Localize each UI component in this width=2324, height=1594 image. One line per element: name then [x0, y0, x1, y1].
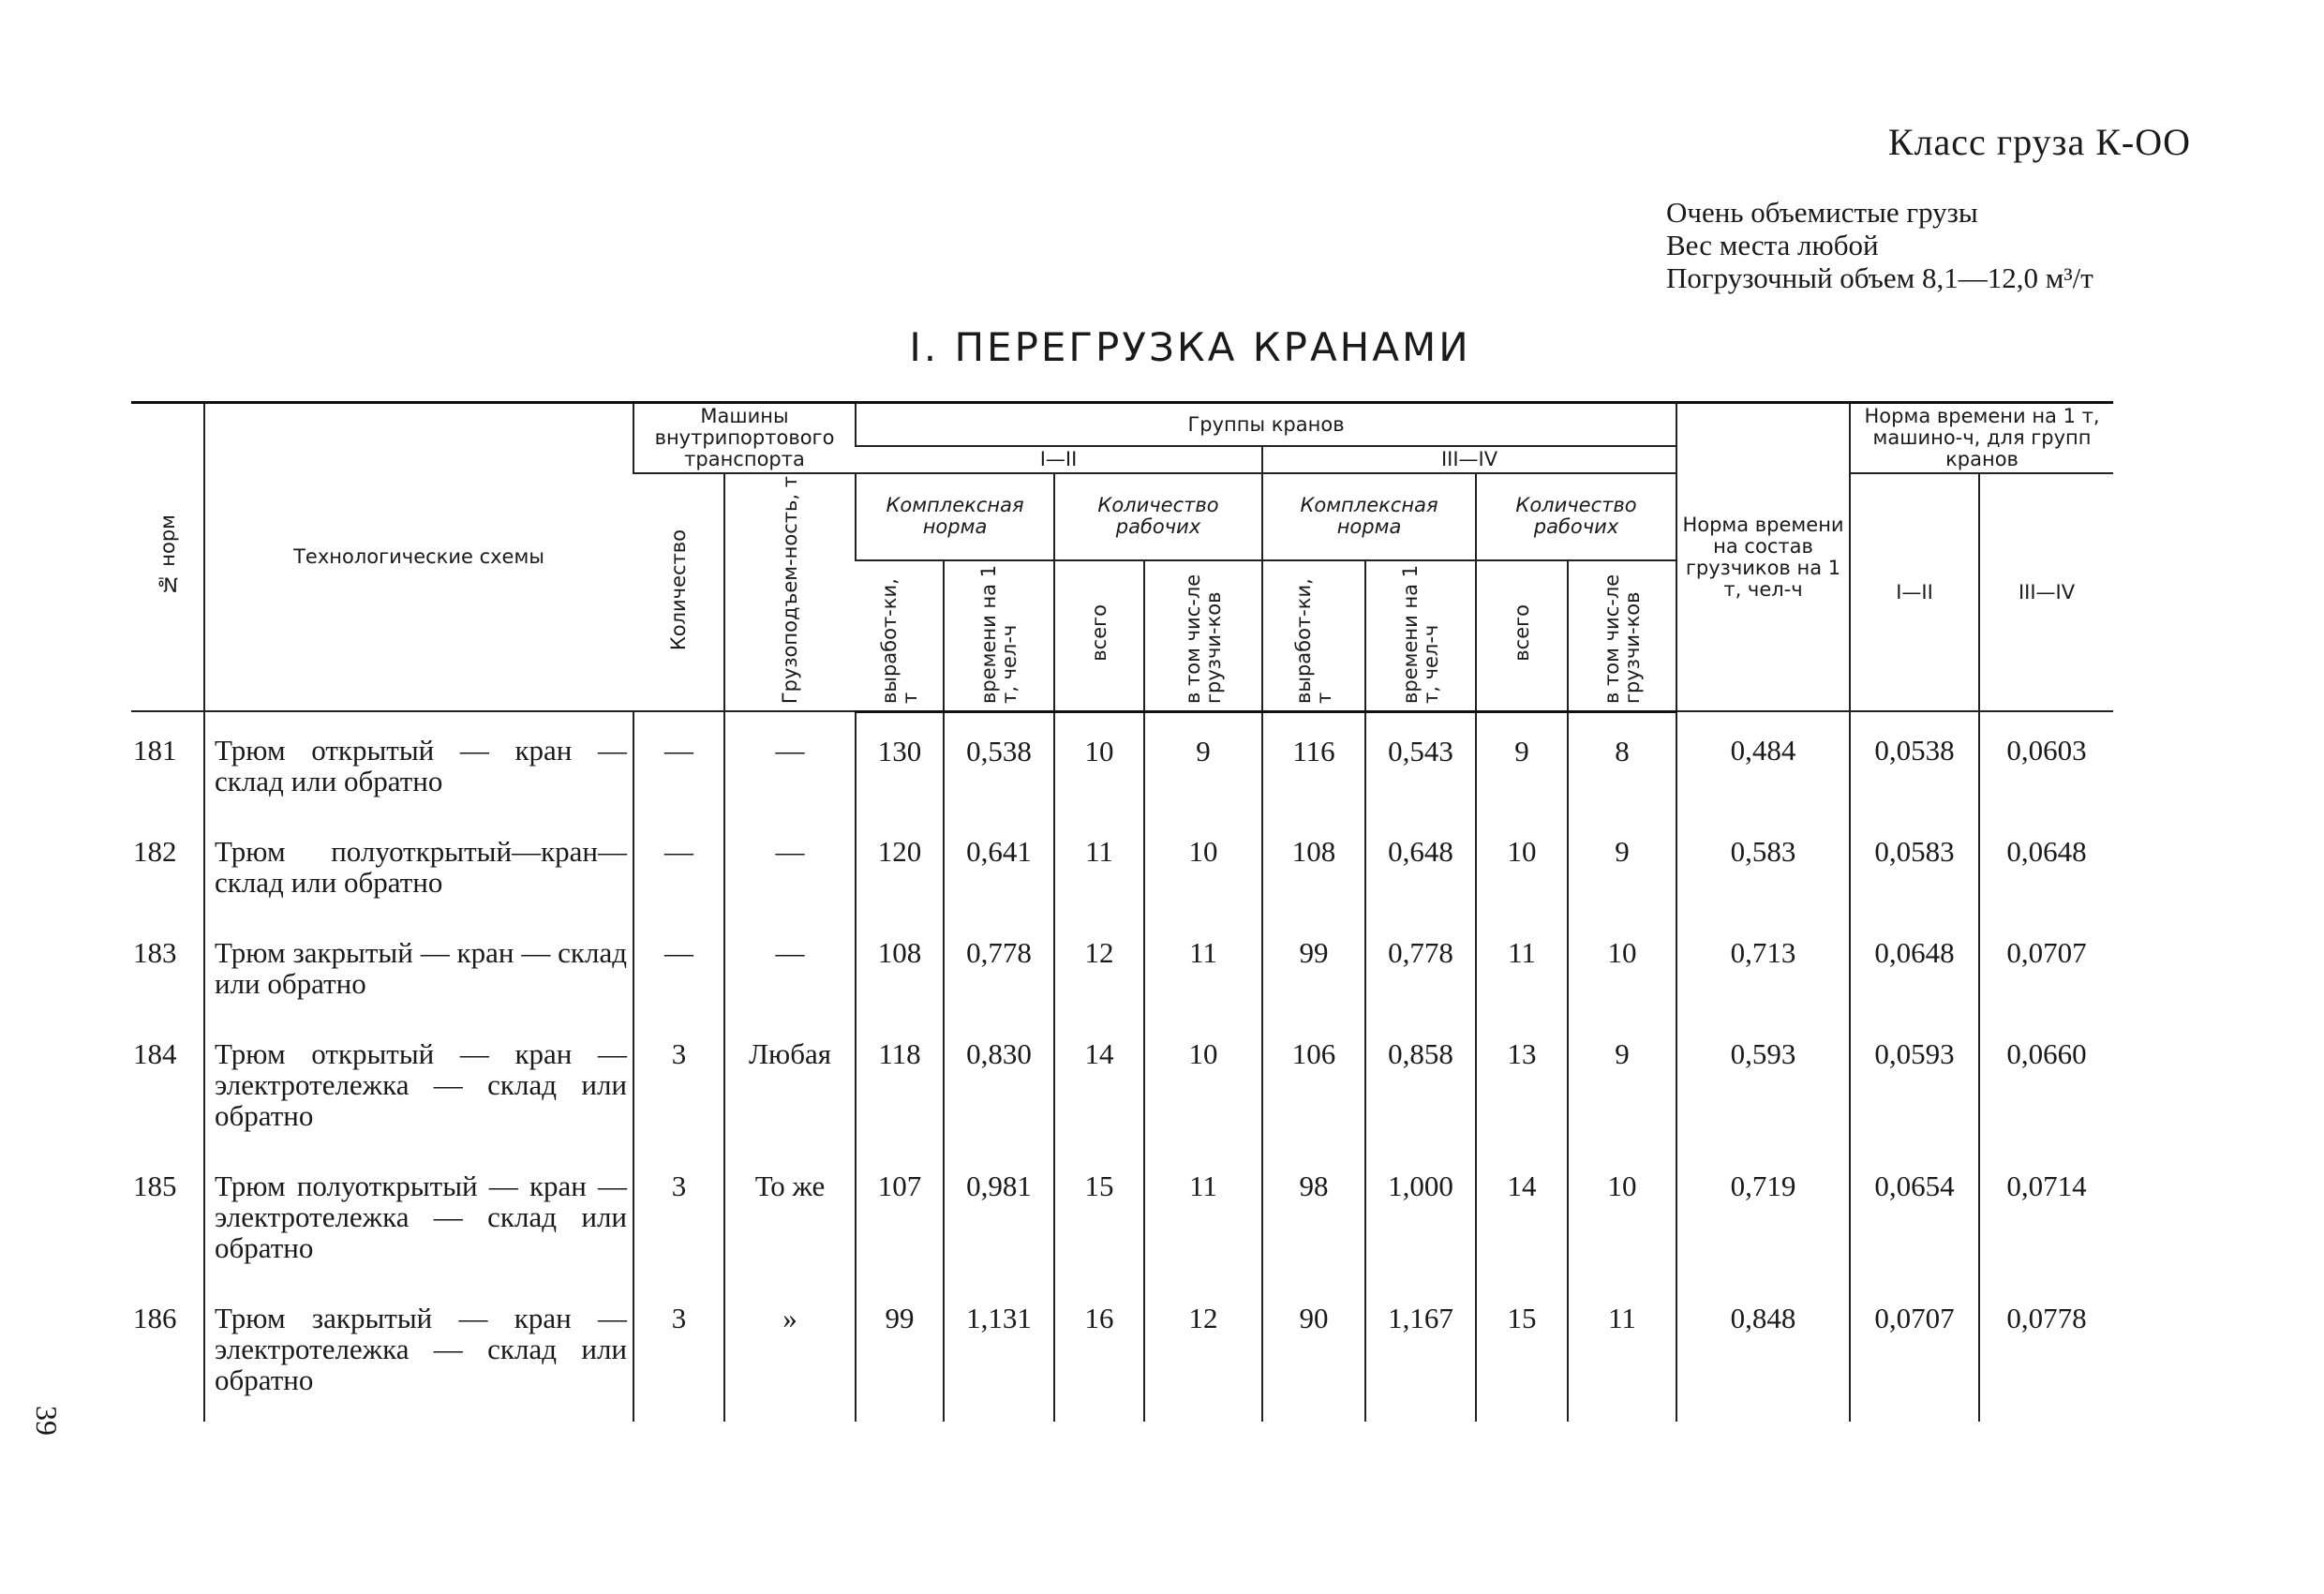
header-machines-capacity: Грузоподъем-ность, т [724, 473, 856, 711]
table-cell: 130 [856, 711, 944, 813]
scheme-cell: Трюм открытый — кран — склад или обратно [204, 711, 633, 813]
table-cell: 0,583 [1676, 813, 1850, 915]
scheme-cell: Трюм открытый — кран — электротележка — склад или обратно [204, 1016, 633, 1148]
table-cell: 108 [1262, 813, 1365, 915]
scheme-cell: Трюм полуоткрытый — кран — электротележка — склад или обратно [204, 1148, 633, 1280]
table-cell: 14 [1054, 1016, 1144, 1148]
table-cell: 116 [1262, 711, 1365, 813]
table-cell: 0,641 [944, 813, 1054, 915]
section-title: I. ПЕРЕГРУЗКА КРАНАМИ [909, 324, 1471, 370]
table-cell: 11 [1144, 915, 1262, 1016]
table-cell: 98 [1262, 1148, 1365, 1280]
table-cell: 11 [1144, 1148, 1262, 1280]
table-cell: 1,131 [944, 1280, 1054, 1422]
table-row [131, 1148, 2113, 1280]
table-cell: 10 [1144, 813, 1262, 915]
table-cell: 0,0660 [1979, 1016, 2113, 1148]
table-cell: 3 [633, 1148, 724, 1280]
table-cell: 0,0648 [1979, 813, 2113, 915]
table-cell: 0,778 [944, 915, 1054, 1016]
table-cell: 0,713 [1676, 915, 1850, 1016]
header-total-1-2: всего [1054, 560, 1144, 712]
norm-number-cell: 186 [133, 1302, 177, 1335]
header-machine-norm-1-2: I—II [1850, 473, 1979, 711]
table-cell: 9 [1476, 711, 1568, 813]
table-cell: » [724, 1280, 856, 1422]
header-workers-count-3-4: Количество рабочих [1476, 473, 1676, 560]
table-cell: 90 [1262, 1280, 1365, 1422]
scheme-cell: Трюм закрытый — кран — склад или обратно [204, 915, 633, 1016]
table-cell: 0,0654 [1850, 1148, 1979, 1280]
header-total-3-4: всего [1476, 560, 1568, 712]
header-complex-norm-3-4: Комплексная норма [1262, 473, 1476, 560]
table-cell: — [633, 813, 724, 915]
cargo-class-title: Класс груза К-ОО [1887, 121, 2191, 163]
header-group-1-2: I—II [856, 446, 1262, 473]
table-cell: 11 [1568, 1280, 1676, 1422]
table-cell: 120 [856, 813, 944, 915]
header-machine-norm: Норма времени на 1 т, машино-ч, для групп кранов [1850, 403, 2113, 474]
table-row [131, 711, 2113, 813]
header-workers-count-1-2: Количество рабочих [1054, 473, 1262, 560]
header-machines: Машины внутрипортового транспорта [633, 403, 856, 474]
scheme-cell: Трюм полуоткрытый—кран—склад или обратно [204, 813, 633, 915]
table-cell: 12 [1054, 915, 1144, 1016]
table-cell: 10 [1144, 1016, 1262, 1148]
table-cell: 13 [1476, 1016, 1568, 1148]
table-cell: 0,0707 [1979, 915, 2113, 1016]
table-cell: 0,648 [1365, 813, 1476, 915]
header-complex-norm-1-2: Комплексная норма [856, 473, 1054, 560]
norm-number-cell: 184 [133, 1037, 177, 1071]
header-incl-loaders-1-2: в том чис-ле грузчи-ков [1144, 560, 1262, 712]
cargo-header [1666, 120, 2191, 294]
table-cell: 0,848 [1676, 1280, 1850, 1422]
table-cell: 10 [1476, 813, 1568, 915]
table-cell: 0,0707 [1850, 1280, 1979, 1422]
table-cell: 0,0603 [1979, 711, 2113, 813]
table-cell: 0,0714 [1979, 1148, 2113, 1280]
table-cell: 9 [1144, 711, 1262, 813]
table-cell: 0,981 [944, 1148, 1054, 1280]
table-cell: 1,000 [1365, 1148, 1476, 1280]
header-time-per-t-1-2: времени на 1 т, чел-ч [944, 560, 1054, 712]
table-row [131, 1280, 2113, 1422]
norm-number-cell: 182 [133, 835, 177, 869]
table-cell: 0,0583 [1850, 813, 1979, 915]
table-row [131, 1016, 2113, 1148]
table-cell: — [633, 711, 724, 813]
table-cell: 0,484 [1676, 711, 1850, 813]
table-body [131, 711, 2113, 1422]
header-tech-schemes: Технологические схемы [204, 403, 633, 712]
table-cell: То же [724, 1148, 856, 1280]
table-cell: 11 [1476, 915, 1568, 1016]
table-cell: 0,830 [944, 1016, 1054, 1148]
header-incl-loaders-3-4: в том чис-ле грузчи-ков [1568, 560, 1676, 712]
table-cell: 108 [856, 915, 944, 1016]
table-cell: 3 [633, 1016, 724, 1148]
table-cell: 15 [1054, 1148, 1144, 1280]
table-cell: 1,167 [1365, 1280, 1476, 1422]
table-cell: — [724, 915, 856, 1016]
table-row [131, 813, 2113, 915]
table-cell: 0,0593 [1850, 1016, 1979, 1148]
header-machines-qty: Количество [633, 473, 724, 711]
header-norm-number: № норм [131, 403, 204, 712]
table-cell: Любая [724, 1016, 856, 1148]
table-cell: 3 [633, 1280, 724, 1422]
table-cell: 99 [856, 1280, 944, 1422]
page-number: 39 [30, 1406, 64, 1436]
table-cell: 0,0778 [1979, 1280, 2113, 1422]
cargo-description-line: Погрузочный объем 8,1—12,0 м³/т [1666, 261, 2093, 294]
cargo-description-line: Очень объемистые грузы [1666, 196, 1978, 229]
norm-number-cell: 183 [133, 936, 177, 970]
header-crane-groups: Группы кранов [856, 403, 1676, 447]
norms-table [131, 401, 2113, 1422]
table-cell: 0,543 [1365, 711, 1476, 813]
table-cell: — [724, 813, 856, 915]
table-cell: 99 [1262, 915, 1365, 1016]
norm-number-cell: 185 [133, 1169, 177, 1203]
header-machine-norm-3-4: III—IV [1979, 473, 2113, 711]
table-cell: 9 [1568, 813, 1676, 915]
table-cell: 15 [1476, 1280, 1568, 1422]
table-row [131, 915, 2113, 1016]
scheme-cell: Трюм закрытый — кран — электротележка — склад или обратно [204, 1280, 633, 1422]
table-cell: 9 [1568, 1016, 1676, 1148]
table-cell: 10 [1568, 1148, 1676, 1280]
table-cell: 0,858 [1365, 1016, 1476, 1148]
table-cell: 0,0648 [1850, 915, 1979, 1016]
header-time-per-t-3-4: времени на 1 т, чел-ч [1365, 560, 1476, 712]
table-cell: 0,593 [1676, 1016, 1850, 1148]
table-cell: 0,778 [1365, 915, 1476, 1016]
table-cell: 106 [1262, 1016, 1365, 1148]
table-cell: 16 [1054, 1280, 1144, 1422]
header-crew-norm: Норма времени на состав грузчиков на 1 т, чел-ч [1676, 403, 1850, 712]
cargo-description-line: Вес места любой [1666, 229, 1879, 261]
table-cell: 0,538 [944, 711, 1054, 813]
header-group-3-4: III—IV [1262, 446, 1676, 473]
table-cell: 11 [1054, 813, 1144, 915]
table-cell: 0,0538 [1850, 711, 1979, 813]
table-cell: — [724, 711, 856, 813]
table-cell: 118 [856, 1016, 944, 1148]
table-cell: 8 [1568, 711, 1676, 813]
table-cell: — [633, 915, 724, 1016]
table-cell: 107 [856, 1148, 944, 1280]
table-cell: 14 [1476, 1148, 1568, 1280]
table-cell: 0,719 [1676, 1148, 1850, 1280]
table-cell: 12 [1144, 1280, 1262, 1422]
table-cell: 10 [1054, 711, 1144, 813]
table-cell: 10 [1568, 915, 1676, 1016]
norm-number-cell: 181 [133, 734, 177, 767]
header-output-3-4: выработ-ки, т [1262, 560, 1365, 712]
header-output-1-2: выработ-ки, т [856, 560, 944, 712]
